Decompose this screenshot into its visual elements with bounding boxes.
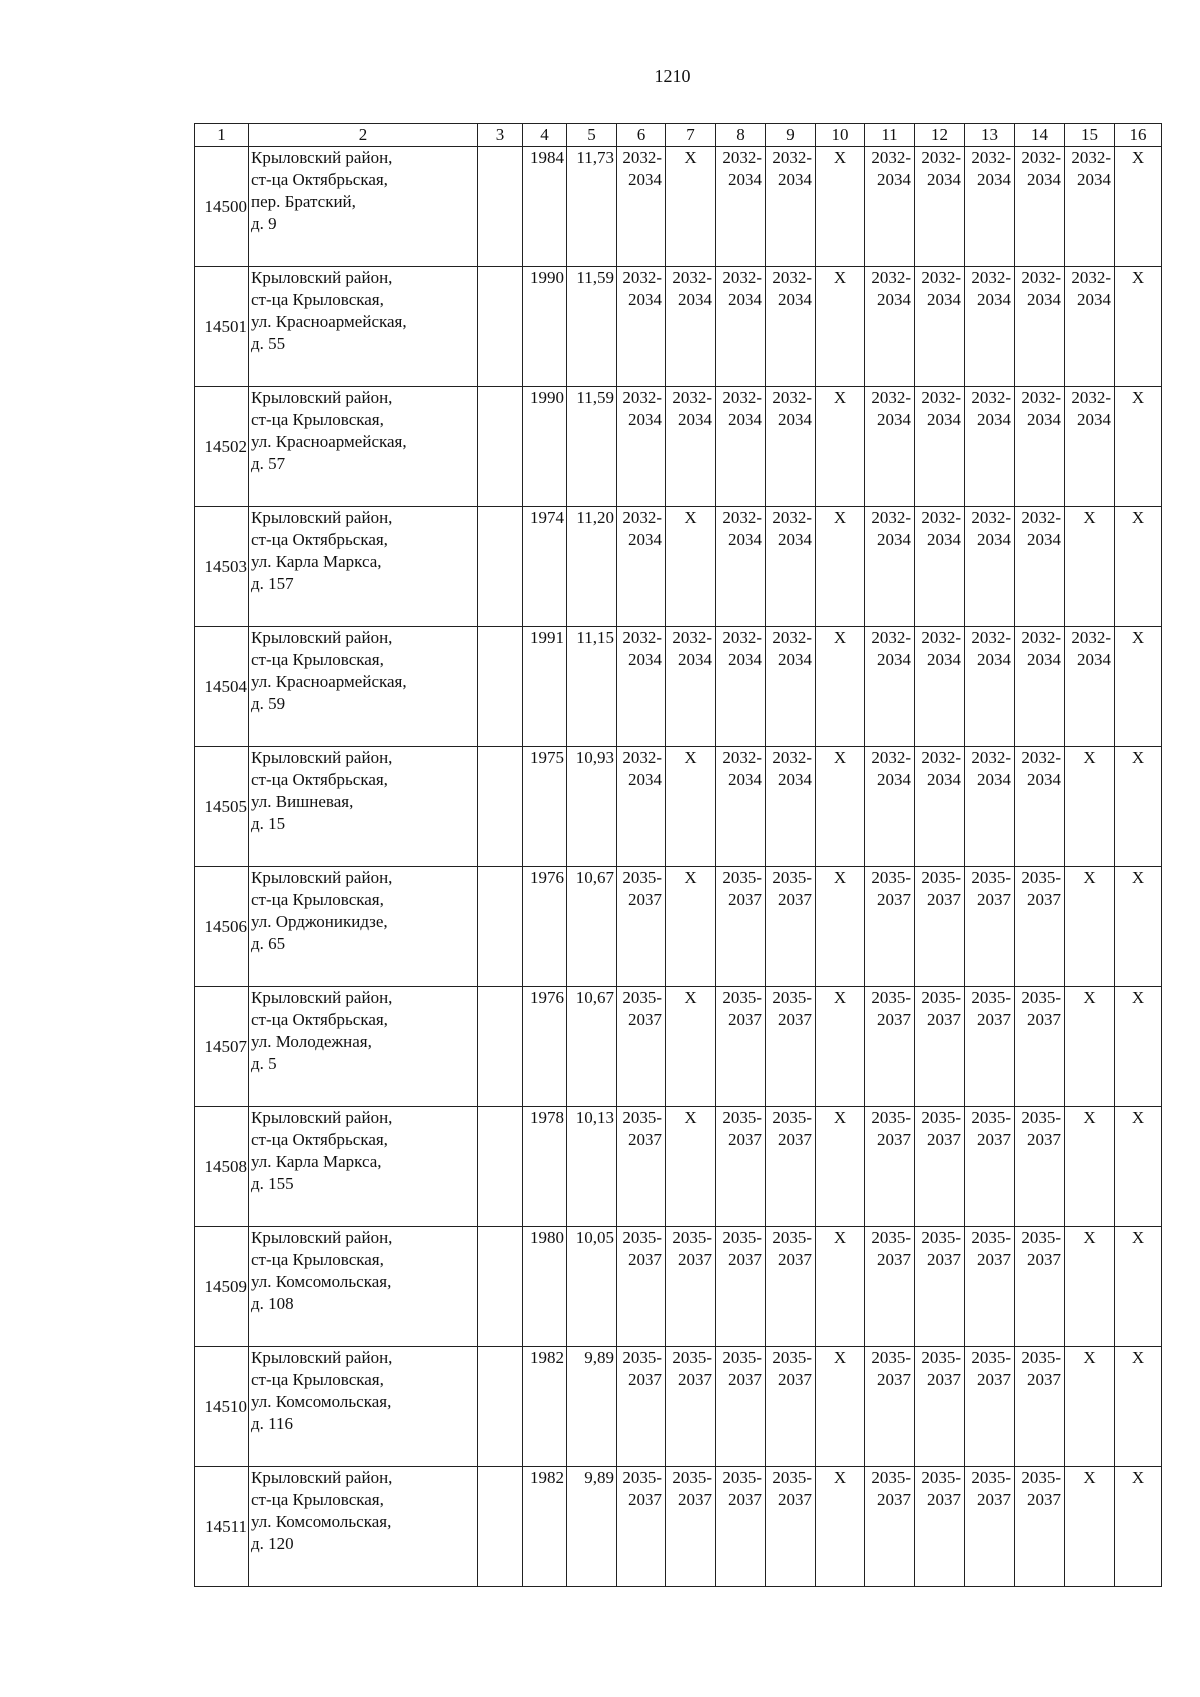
period-cell-8: 2032- 2034 <box>716 747 766 867</box>
address-line: ул. Орджоникидзе, <box>251 912 388 931</box>
address-line: ул. Комсомольская, <box>251 1512 392 1531</box>
period-cell-10: X <box>816 267 865 387</box>
period-cell-14: 2032- 2034 <box>1015 267 1065 387</box>
period-cell-15: 2032- 2034 <box>1065 267 1115 387</box>
value-cell: 10,93 <box>567 747 617 867</box>
period-cell-15: X <box>1065 867 1115 987</box>
period-cell-14: 2032- 2034 <box>1015 507 1065 627</box>
period-cell-12: 2035- 2037 <box>915 1227 965 1347</box>
period-cell-8: 2035- 2037 <box>716 1467 766 1587</box>
period-cell-8: 2032- 2034 <box>716 267 766 387</box>
period-cell-7: 2032- 2034 <box>666 387 716 507</box>
period-cell-14: 2032- 2034 <box>1015 147 1065 267</box>
period-cell-12: 2035- 2037 <box>915 987 965 1107</box>
period-cell-9: 2035- 2037 <box>766 1107 816 1227</box>
period-cell-13: 2032- 2034 <box>965 507 1015 627</box>
value-cell: 10,05 <box>567 1227 617 1347</box>
period-cell-11: 2032- 2034 <box>865 147 915 267</box>
address-line: ул. Комсомольская, <box>251 1392 392 1411</box>
period-cell-15: 2032- 2034 <box>1065 147 1115 267</box>
address-line: ст-ца Крыловская, <box>251 410 384 429</box>
address-cell <box>249 387 478 507</box>
period-cell-10: X <box>816 387 865 507</box>
period-cell-13: 2035- 2037 <box>965 987 1015 1107</box>
address-line: ст-ца Крыловская, <box>251 650 384 669</box>
address-line: ст-ца Крыловская, <box>251 290 384 309</box>
row-id-cell: 14506 <box>195 867 249 987</box>
empty-cell <box>478 387 523 507</box>
year-cell: 1975 <box>523 747 567 867</box>
column-header-8: 8 <box>716 124 766 147</box>
period-cell-16: X <box>1115 1107 1162 1227</box>
period-cell-16: X <box>1115 1467 1162 1587</box>
column-header-4: 4 <box>523 124 567 147</box>
column-header-1: 1 <box>195 124 249 147</box>
period-cell-9: 2032- 2034 <box>766 627 816 747</box>
period-cell-9: 2032- 2034 <box>766 747 816 867</box>
period-cell-15: X <box>1065 747 1115 867</box>
value-cell: 11,59 <box>567 387 617 507</box>
period-cell-13: 2032- 2034 <box>965 747 1015 867</box>
address-line: д. 155 <box>251 1174 294 1193</box>
period-cell-14: 2032- 2034 <box>1015 387 1065 507</box>
period-cell-11: 2032- 2034 <box>865 507 915 627</box>
period-cell-7: 2035- 2037 <box>666 1467 716 1587</box>
period-cell-12: 2035- 2037 <box>915 1467 965 1587</box>
address-line: Крыловский район, <box>251 868 393 887</box>
table-row <box>195 267 1162 387</box>
row-id-cell: 14510 <box>195 1347 249 1467</box>
period-cell-10: X <box>816 147 865 267</box>
address-line: ст-ца Октябрьская, <box>251 1010 388 1029</box>
column-header-12: 12 <box>915 124 965 147</box>
row-id-cell: 14509 <box>195 1227 249 1347</box>
address-cell <box>249 1467 478 1587</box>
year-cell: 1976 <box>523 987 567 1107</box>
period-cell-16: X <box>1115 867 1162 987</box>
period-cell-7: X <box>666 747 716 867</box>
empty-cell <box>478 987 523 1107</box>
period-cell-9: 2035- 2037 <box>766 1227 816 1347</box>
value-cell: 11,59 <box>567 267 617 387</box>
address-line: Крыловский район, <box>251 1348 393 1367</box>
period-cell-10: X <box>816 867 865 987</box>
period-cell-11: 2032- 2034 <box>865 747 915 867</box>
period-cell-11: 2035- 2037 <box>865 1227 915 1347</box>
period-cell-10: X <box>816 1107 865 1227</box>
column-header-5: 5 <box>567 124 617 147</box>
period-cell-6: 2035- 2037 <box>617 1227 666 1347</box>
table-row <box>195 1467 1162 1587</box>
address-cell <box>249 867 478 987</box>
value-cell: 10,67 <box>567 867 617 987</box>
period-cell-16: X <box>1115 1227 1162 1347</box>
empty-cell <box>478 627 523 747</box>
period-cell-11: 2032- 2034 <box>865 627 915 747</box>
period-cell-13: 2032- 2034 <box>965 627 1015 747</box>
period-cell-8: 2032- 2034 <box>716 627 766 747</box>
address-line: д. 65 <box>251 934 286 953</box>
period-cell-16: X <box>1115 147 1162 267</box>
period-cell-11: 2035- 2037 <box>865 1347 915 1467</box>
period-cell-6: 2032- 2034 <box>617 627 666 747</box>
period-cell-10: X <box>816 1347 865 1467</box>
table-row <box>195 1227 1162 1347</box>
year-cell: 1990 <box>523 387 567 507</box>
address-line: ст-ца Крыловская, <box>251 890 384 909</box>
period-cell-6: 2032- 2034 <box>617 387 666 507</box>
row-id-cell: 14511 <box>195 1467 249 1587</box>
period-cell-6: 2032- 2034 <box>617 147 666 267</box>
address-line: Крыловский район, <box>251 1228 393 1247</box>
address-line: д. 116 <box>251 1414 294 1433</box>
address-line: Крыловский район, <box>251 1468 393 1487</box>
row-id-cell: 14508 <box>195 1107 249 1227</box>
period-cell-15: X <box>1065 1347 1115 1467</box>
address-line: ст-ца Октябрьская, <box>251 170 388 189</box>
year-cell: 1990 <box>523 267 567 387</box>
table-row <box>195 1347 1162 1467</box>
period-cell-15: X <box>1065 1467 1115 1587</box>
year-cell: 1984 <box>523 147 567 267</box>
year-cell: 1982 <box>523 1347 567 1467</box>
period-cell-8: 2032- 2034 <box>716 507 766 627</box>
address-line: ул. Красноармейская, <box>251 312 407 331</box>
period-cell-9: 2032- 2034 <box>766 387 816 507</box>
period-cell-16: X <box>1115 1347 1162 1467</box>
period-cell-12: 2035- 2037 <box>915 1107 965 1227</box>
period-cell-9: 2035- 2037 <box>766 1347 816 1467</box>
period-cell-8: 2035- 2037 <box>716 867 766 987</box>
page-number: 1210 <box>654 66 691 86</box>
row-id-cell: 14501 <box>195 267 249 387</box>
period-cell-8: 2032- 2034 <box>716 147 766 267</box>
address-line: ул. Комсомольская, <box>251 1272 392 1291</box>
period-cell-8: 2032- 2034 <box>716 387 766 507</box>
address-line: ст-ца Крыловская, <box>251 1250 384 1269</box>
period-cell-10: X <box>816 747 865 867</box>
period-cell-15: X <box>1065 1227 1115 1347</box>
period-cell-11: 2035- 2037 <box>865 1107 915 1227</box>
address-line: Крыловский район, <box>251 628 393 647</box>
address-line: д. 157 <box>251 574 294 593</box>
period-cell-9: 2035- 2037 <box>766 1467 816 1587</box>
period-cell-13: 2032- 2034 <box>965 387 1015 507</box>
period-cell-6: 2035- 2037 <box>617 1107 666 1227</box>
period-cell-14: 2035- 2037 <box>1015 867 1065 987</box>
column-header-7: 7 <box>666 124 716 147</box>
empty-cell <box>478 747 523 867</box>
period-cell-7: 2032- 2034 <box>666 267 716 387</box>
empty-cell <box>478 867 523 987</box>
period-cell-9: 2035- 2037 <box>766 987 816 1107</box>
period-cell-11: 2032- 2034 <box>865 267 915 387</box>
period-cell-14: 2035- 2037 <box>1015 1227 1065 1347</box>
period-cell-11: 2035- 2037 <box>865 867 915 987</box>
year-cell: 1974 <box>523 507 567 627</box>
column-header-14: 14 <box>1015 124 1065 147</box>
address-line: Крыловский район, <box>251 988 393 1007</box>
address-cell <box>249 1227 478 1347</box>
period-cell-14: 2035- 2037 <box>1015 987 1065 1107</box>
column-header-13: 13 <box>965 124 1015 147</box>
period-cell-11: 2035- 2037 <box>865 1467 915 1587</box>
period-cell-7: 2035- 2037 <box>666 1227 716 1347</box>
value-cell: 11,15 <box>567 627 617 747</box>
period-cell-12: 2035- 2037 <box>915 1347 965 1467</box>
table-row <box>195 507 1162 627</box>
table-row <box>195 867 1162 987</box>
period-cell-9: 2032- 2034 <box>766 267 816 387</box>
period-cell-13: 2032- 2034 <box>965 147 1015 267</box>
address-line: ст-ца Октябрьская, <box>251 770 388 789</box>
value-cell: 11,73 <box>567 147 617 267</box>
table-row <box>195 147 1162 267</box>
period-cell-6: 2035- 2037 <box>617 987 666 1107</box>
period-cell-7: X <box>666 507 716 627</box>
period-cell-6: 2035- 2037 <box>617 867 666 987</box>
period-cell-10: X <box>816 627 865 747</box>
address-cell <box>249 507 478 627</box>
period-cell-9: 2032- 2034 <box>766 507 816 627</box>
period-cell-13: 2035- 2037 <box>965 1467 1015 1587</box>
empty-cell <box>478 147 523 267</box>
period-cell-13: 2035- 2037 <box>965 1347 1015 1467</box>
period-cell-7: 2035- 2037 <box>666 1347 716 1467</box>
period-cell-12: 2032- 2034 <box>915 747 965 867</box>
table-body <box>195 147 1162 1587</box>
year-cell: 1982 <box>523 1467 567 1587</box>
period-cell-12: 2032- 2034 <box>915 627 965 747</box>
year-cell: 1991 <box>523 627 567 747</box>
row-id-cell: 14502 <box>195 387 249 507</box>
period-cell-14: 2035- 2037 <box>1015 1347 1065 1467</box>
address-cell <box>249 987 478 1107</box>
table-row <box>195 987 1162 1107</box>
period-cell-15: X <box>1065 1107 1115 1227</box>
period-cell-6: 2032- 2034 <box>617 267 666 387</box>
address-line: д. 120 <box>251 1534 294 1553</box>
row-id-cell: 14505 <box>195 747 249 867</box>
empty-cell <box>478 507 523 627</box>
period-cell-7: X <box>666 1107 716 1227</box>
address-cell <box>249 1107 478 1227</box>
period-cell-7: X <box>666 987 716 1107</box>
row-id-cell: 14503 <box>195 507 249 627</box>
column-header-2: 2 <box>249 124 478 147</box>
address-line: д. 108 <box>251 1294 294 1313</box>
address-line: ул. Вишневая, <box>251 792 354 811</box>
period-cell-8: 2035- 2037 <box>716 987 766 1107</box>
period-cell-6: 2035- 2037 <box>617 1347 666 1467</box>
data-table <box>194 123 1162 1587</box>
table-header-row <box>195 124 1162 147</box>
address-line: ст-ца Крыловская, <box>251 1490 384 1509</box>
period-cell-7: X <box>666 867 716 987</box>
column-header-16: 16 <box>1115 124 1162 147</box>
address-line: Крыловский район, <box>251 748 393 767</box>
value-cell: 9,89 <box>567 1467 617 1587</box>
period-cell-6: 2035- 2037 <box>617 1467 666 1587</box>
address-line: Крыловский район, <box>251 268 393 287</box>
period-cell-12: 2032- 2034 <box>915 147 965 267</box>
address-line: ул. Красноармейская, <box>251 432 407 451</box>
table-row <box>195 1107 1162 1227</box>
address-line: Крыловский район, <box>251 508 393 527</box>
address-cell <box>249 147 478 267</box>
address-line: ул. Карла Маркса, <box>251 552 382 571</box>
period-cell-12: 2032- 2034 <box>915 507 965 627</box>
period-cell-15: 2032- 2034 <box>1065 627 1115 747</box>
table-row <box>195 747 1162 867</box>
address-line: ст-ца Крыловская, <box>251 1370 384 1389</box>
empty-cell <box>478 267 523 387</box>
address-cell <box>249 747 478 867</box>
period-cell-10: X <box>816 1227 865 1347</box>
address-cell <box>249 267 478 387</box>
row-id-cell: 14507 <box>195 987 249 1107</box>
period-cell-11: 2035- 2037 <box>865 987 915 1107</box>
period-cell-16: X <box>1115 387 1162 507</box>
empty-cell <box>478 1467 523 1587</box>
column-header-9: 9 <box>766 124 816 147</box>
period-cell-16: X <box>1115 267 1162 387</box>
period-cell-6: 2032- 2034 <box>617 507 666 627</box>
period-cell-13: 2035- 2037 <box>965 1107 1015 1227</box>
column-header-11: 11 <box>865 124 915 147</box>
column-header-3: 3 <box>478 124 523 147</box>
period-cell-16: X <box>1115 747 1162 867</box>
year-cell: 1980 <box>523 1227 567 1347</box>
period-cell-13: 2032- 2034 <box>965 267 1015 387</box>
period-cell-11: 2032- 2034 <box>865 387 915 507</box>
period-cell-15: 2032- 2034 <box>1065 387 1115 507</box>
row-id-cell: 14500 <box>195 147 249 267</box>
period-cell-9: 2032- 2034 <box>766 147 816 267</box>
period-cell-12: 2032- 2034 <box>915 387 965 507</box>
address-line: д. 5 <box>251 1054 277 1073</box>
value-cell: 11,20 <box>567 507 617 627</box>
address-line: ул. Молодежная, <box>251 1032 372 1051</box>
address-line: д. 57 <box>251 454 286 473</box>
empty-cell <box>478 1107 523 1227</box>
address-line: д. 9 <box>251 214 277 233</box>
period-cell-15: X <box>1065 507 1115 627</box>
period-cell-7: 2032- 2034 <box>666 627 716 747</box>
period-cell-16: X <box>1115 507 1162 627</box>
table-row <box>195 387 1162 507</box>
year-cell: 1976 <box>523 867 567 987</box>
period-cell-13: 2035- 2037 <box>965 867 1015 987</box>
address-line: Крыловский район, <box>251 1108 393 1127</box>
period-cell-14: 2032- 2034 <box>1015 627 1065 747</box>
period-cell-10: X <box>816 507 865 627</box>
address-line: ул. Красноармейская, <box>251 672 407 691</box>
year-cell: 1978 <box>523 1107 567 1227</box>
address-line: д. 59 <box>251 694 286 713</box>
period-cell-8: 2035- 2037 <box>716 1227 766 1347</box>
address-line: ст-ца Октябрьская, <box>251 1130 388 1149</box>
column-header-15: 15 <box>1065 124 1115 147</box>
period-cell-10: X <box>816 987 865 1107</box>
address-cell <box>249 1347 478 1467</box>
empty-cell <box>478 1227 523 1347</box>
address-line: ул. Карла Маркса, <box>251 1152 382 1171</box>
address-line: пер. Братский, <box>251 192 356 211</box>
period-cell-9: 2035- 2037 <box>766 867 816 987</box>
period-cell-12: 2035- 2037 <box>915 867 965 987</box>
address-line: ст-ца Октябрьская, <box>251 530 388 549</box>
empty-cell <box>478 1347 523 1467</box>
address-line: д. 15 <box>251 814 286 833</box>
period-cell-8: 2035- 2037 <box>716 1107 766 1227</box>
address-line: Крыловский район, <box>251 148 393 167</box>
period-cell-6: 2032- 2034 <box>617 747 666 867</box>
address-cell <box>249 627 478 747</box>
period-cell-15: X <box>1065 987 1115 1107</box>
value-cell: 10,13 <box>567 1107 617 1227</box>
period-cell-12: 2032- 2034 <box>915 267 965 387</box>
period-cell-16: X <box>1115 987 1162 1107</box>
period-cell-14: 2035- 2037 <box>1015 1467 1065 1587</box>
row-id-cell: 14504 <box>195 627 249 747</box>
value-cell: 10,67 <box>567 987 617 1107</box>
period-cell-7: X <box>666 147 716 267</box>
period-cell-13: 2035- 2037 <box>965 1227 1015 1347</box>
column-header-10: 10 <box>816 124 865 147</box>
address-line: д. 55 <box>251 334 286 353</box>
value-cell: 9,89 <box>567 1347 617 1467</box>
address-line: Крыловский район, <box>251 388 393 407</box>
period-cell-16: X <box>1115 627 1162 747</box>
period-cell-8: 2035- 2037 <box>716 1347 766 1467</box>
period-cell-10: X <box>816 1467 865 1587</box>
period-cell-14: 2032- 2034 <box>1015 747 1065 867</box>
table-row <box>195 627 1162 747</box>
column-header-6: 6 <box>617 124 666 147</box>
period-cell-14: 2035- 2037 <box>1015 1107 1065 1227</box>
